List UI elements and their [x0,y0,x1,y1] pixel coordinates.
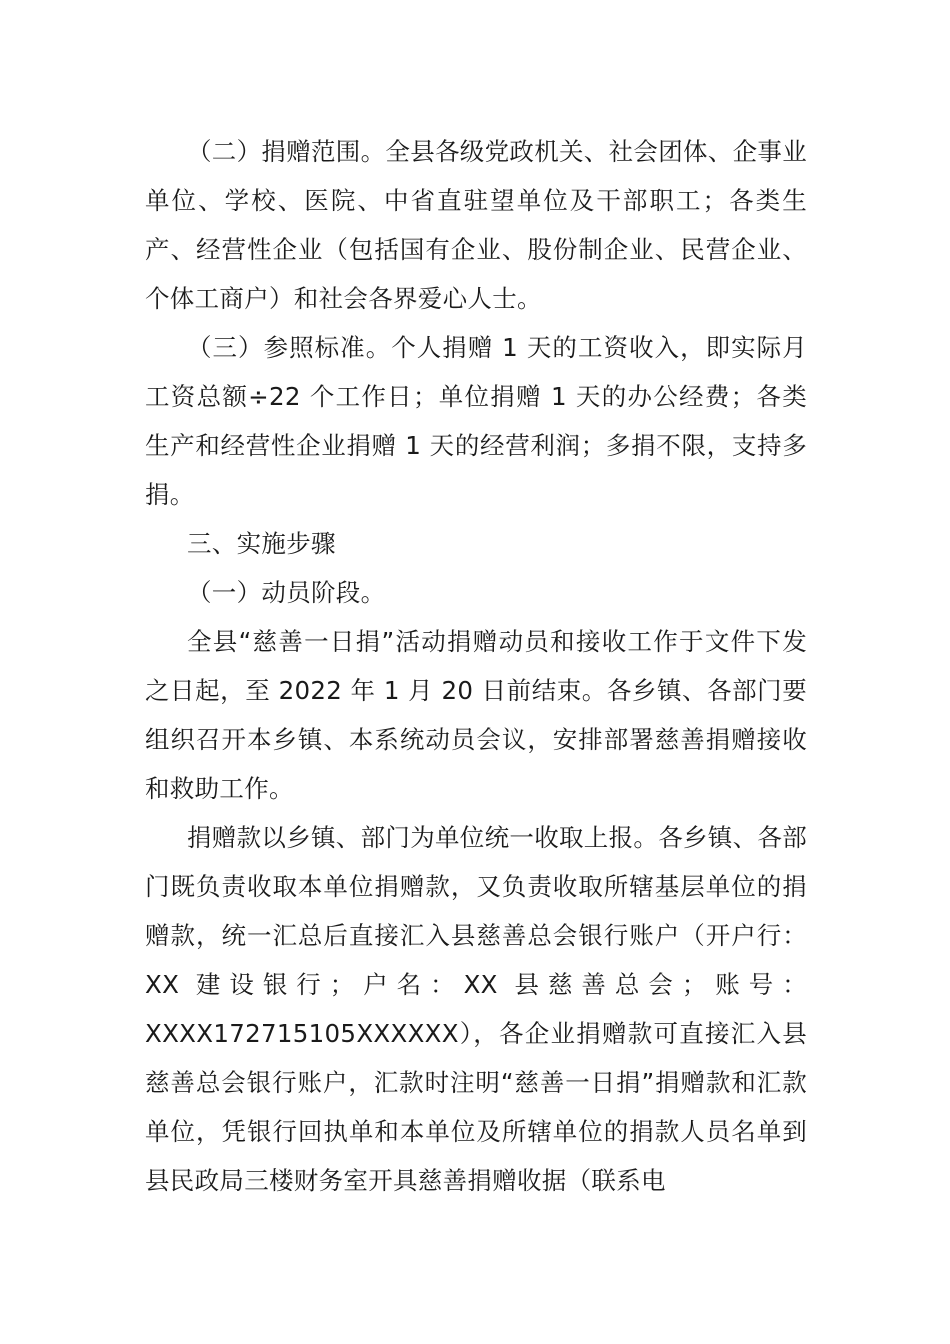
section-heading-implementation-steps: 三、实施步骤 [187,529,336,558]
document-body [145,127,807,1205]
subheading-mobilization-stage: （一）动员阶段。 [187,578,386,607]
paragraph-mobilization-timeline: 全县“慈善一日捐”活动捐赠动员和接收工作于文件下发之日起，至 2022 年 1 月 20 日前结束。各乡镇、各部门要组织召开本乡镇、本系统动员会议，安排部署慈善捐赠接收和救助工作。 [145,627,807,803]
paragraph-donation-collection: 捐赠款以乡镇、部门为单位统一收取上报。各乡镇、各部门既负责收取本单位捐赠款，又负责收取所辖基层单位的捐赠款，统一汇总后直接汇入县慈善总会银行账户（开户行：XX 建设银行；户名：XX 县慈善总会；账号：XXXX172715105XXXXXX），各企业捐赠款可直接汇入县慈善总会银行账户，汇款时注明“慈善一日捐”捐赠款和汇款单位，凭银行回执单和本单位及所辖单位的捐款人员名单到县民政局三楼财务室开具慈善捐赠收据（联系电 [145,823,807,1195]
paragraph-donation-scope: （二）捐赠范围。全县各级党政机关、社会团体、企事业单位、学校、医院、中省直驻望单位及干部职工；各类生产、经营性企业（包括国有企业、股份制企业、民营企业、个体工商户）和社会各界爱心人士。 [145,137,807,313]
paragraph-reference-standard: （三）参照标准。个人捐赠 1 天的工资收入，即实际月工资总额÷22 个工作日；单位捐赠 1 天的办公经费；各类生产和经营性企业捐赠 1 天的经营利润；多捐不限，支持多捐。 [145,333,807,509]
